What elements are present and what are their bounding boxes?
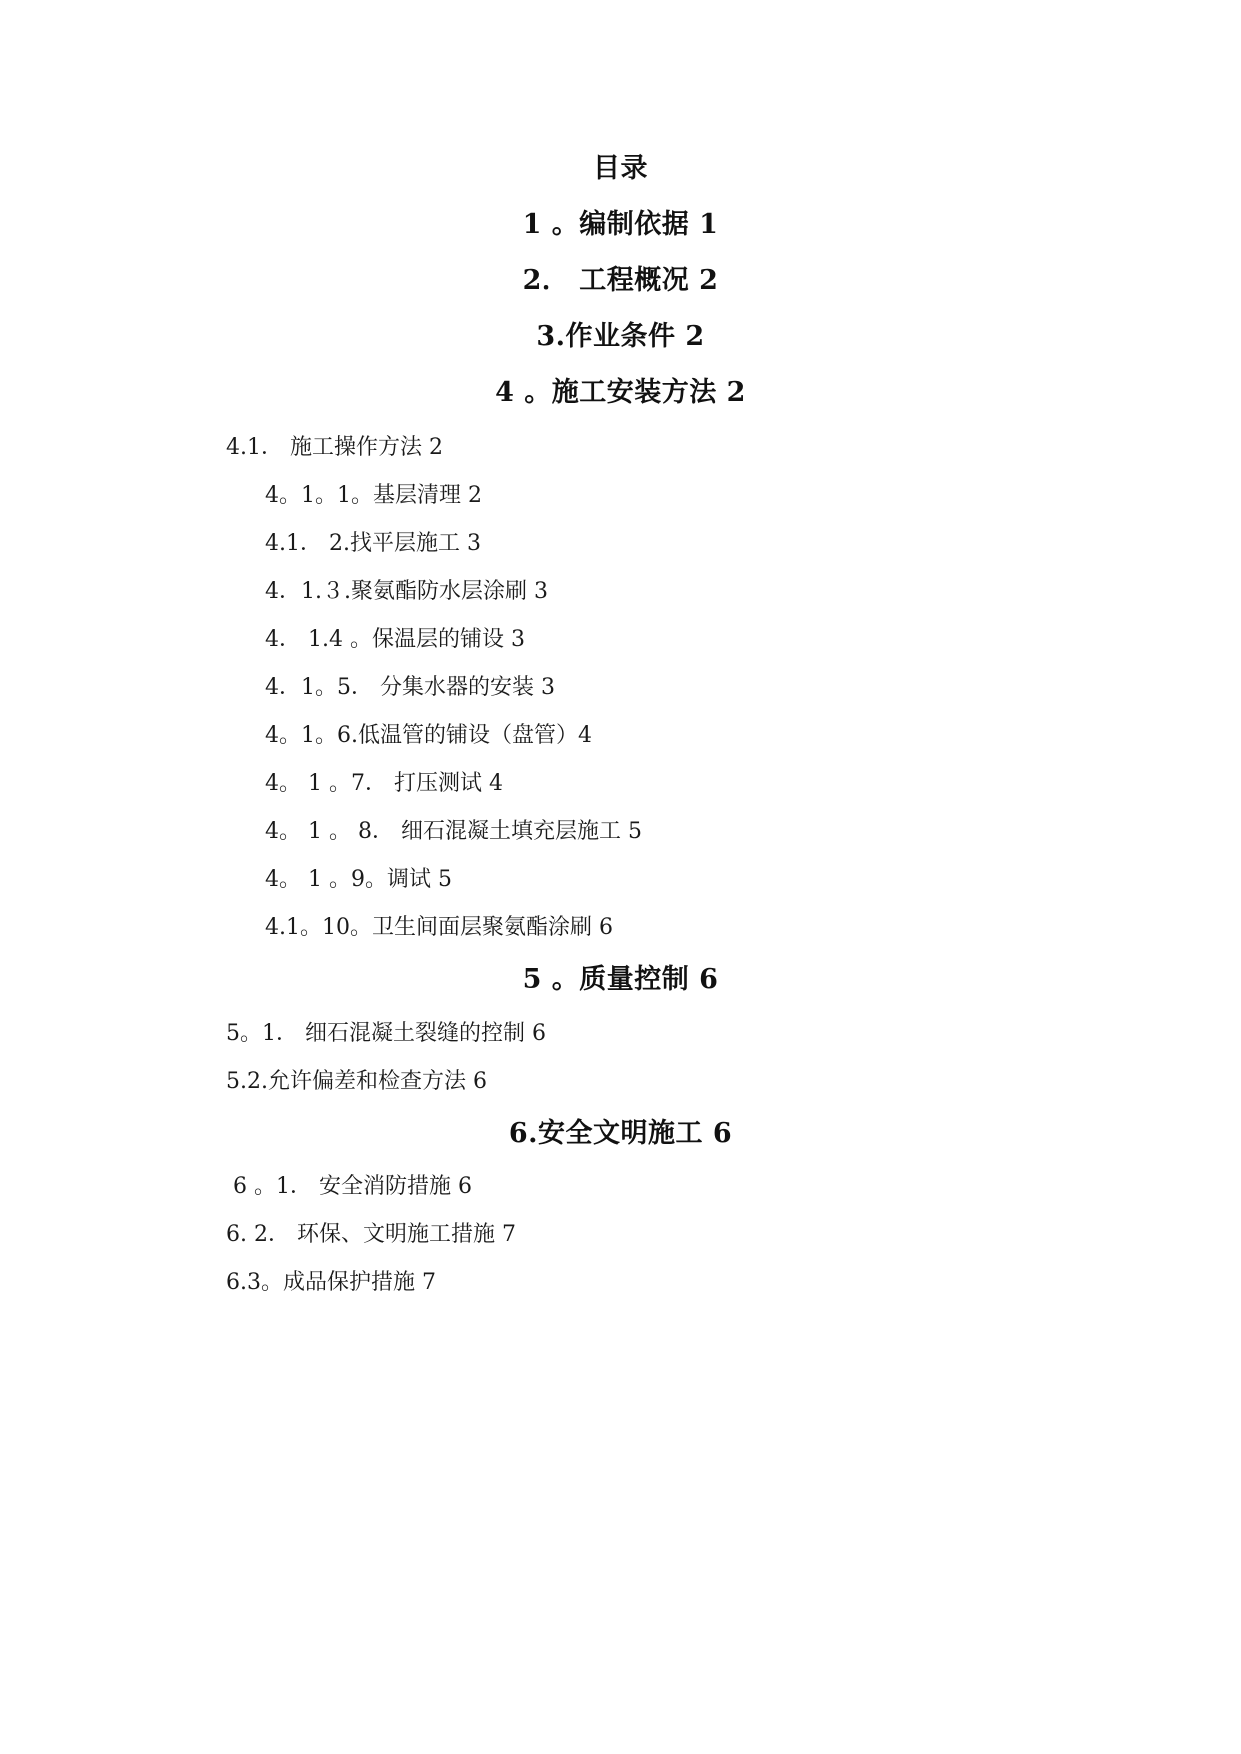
toc-entry-4-1-1[interactable]: 4。1。1。基层清理 2	[265, 483, 482, 508]
toc-title: 目录	[593, 153, 648, 184]
toc-entry-4-1-10[interactable]: 4.1。10。卫生间面层聚氨酯涂刷 6	[265, 915, 613, 940]
toc-entry-5-1[interactable]: 5。1． 细石混凝土裂缝的控制 6	[226, 1021, 546, 1046]
toc-entry-6-3[interactable]: 6.3。成品保护措施 7	[226, 1270, 436, 1295]
toc-entry-4-1-7[interactable]: 4。 1 。7． 打压测试 4	[265, 771, 503, 796]
toc-entry-2[interactable]: 2． 工程概况 2	[522, 265, 719, 296]
toc-entry-4-1-4[interactable]: 4． 1.4 。保温层的铺设 3	[265, 627, 525, 652]
toc-entry-4-1-5[interactable]: 4．1。5． 分集水器的安装 3	[265, 675, 555, 700]
toc-entry-4-1[interactable]: 4.1． 施工操作方法 2	[226, 435, 443, 460]
toc-entry-5-2[interactable]: 5.2.允许偏差和检查方法 6	[226, 1069, 487, 1094]
toc-entry-6-1[interactable]: 6 。1． 安全消防措施 6	[226, 1174, 472, 1199]
toc-entry-6[interactable]: 6.安全文明施工 6	[508, 1118, 733, 1149]
toc-entry-4-1-2[interactable]: 4.1． 2.找平层施工 3	[265, 531, 481, 556]
toc-entry-4-1-9[interactable]: 4。 1 。9。调试 5	[265, 867, 452, 892]
toc-entry-3[interactable]: 3.作业条件 2	[536, 321, 705, 352]
toc-entry-4-1-8[interactable]: 4。 1 。 8． 细石混凝土填充层施工 5	[265, 819, 642, 844]
toc-entry-6-2[interactable]: 6. 2． 环保、文明施工措施 7	[226, 1222, 516, 1247]
toc-entry-4[interactable]: 4 。施工安装方法 2	[495, 377, 746, 408]
toc-entry-5[interactable]: 5 。质量控制 6	[522, 964, 719, 995]
toc-entry-4-1-6[interactable]: 4。1。6.低温管的铺设（盘管）4	[265, 723, 592, 748]
toc-entry-1[interactable]: 1 。编制依据 1	[522, 209, 719, 240]
toc-entry-4-1-3[interactable]: 4．1.３.聚氨酯防水层涂刷 3	[265, 579, 548, 604]
